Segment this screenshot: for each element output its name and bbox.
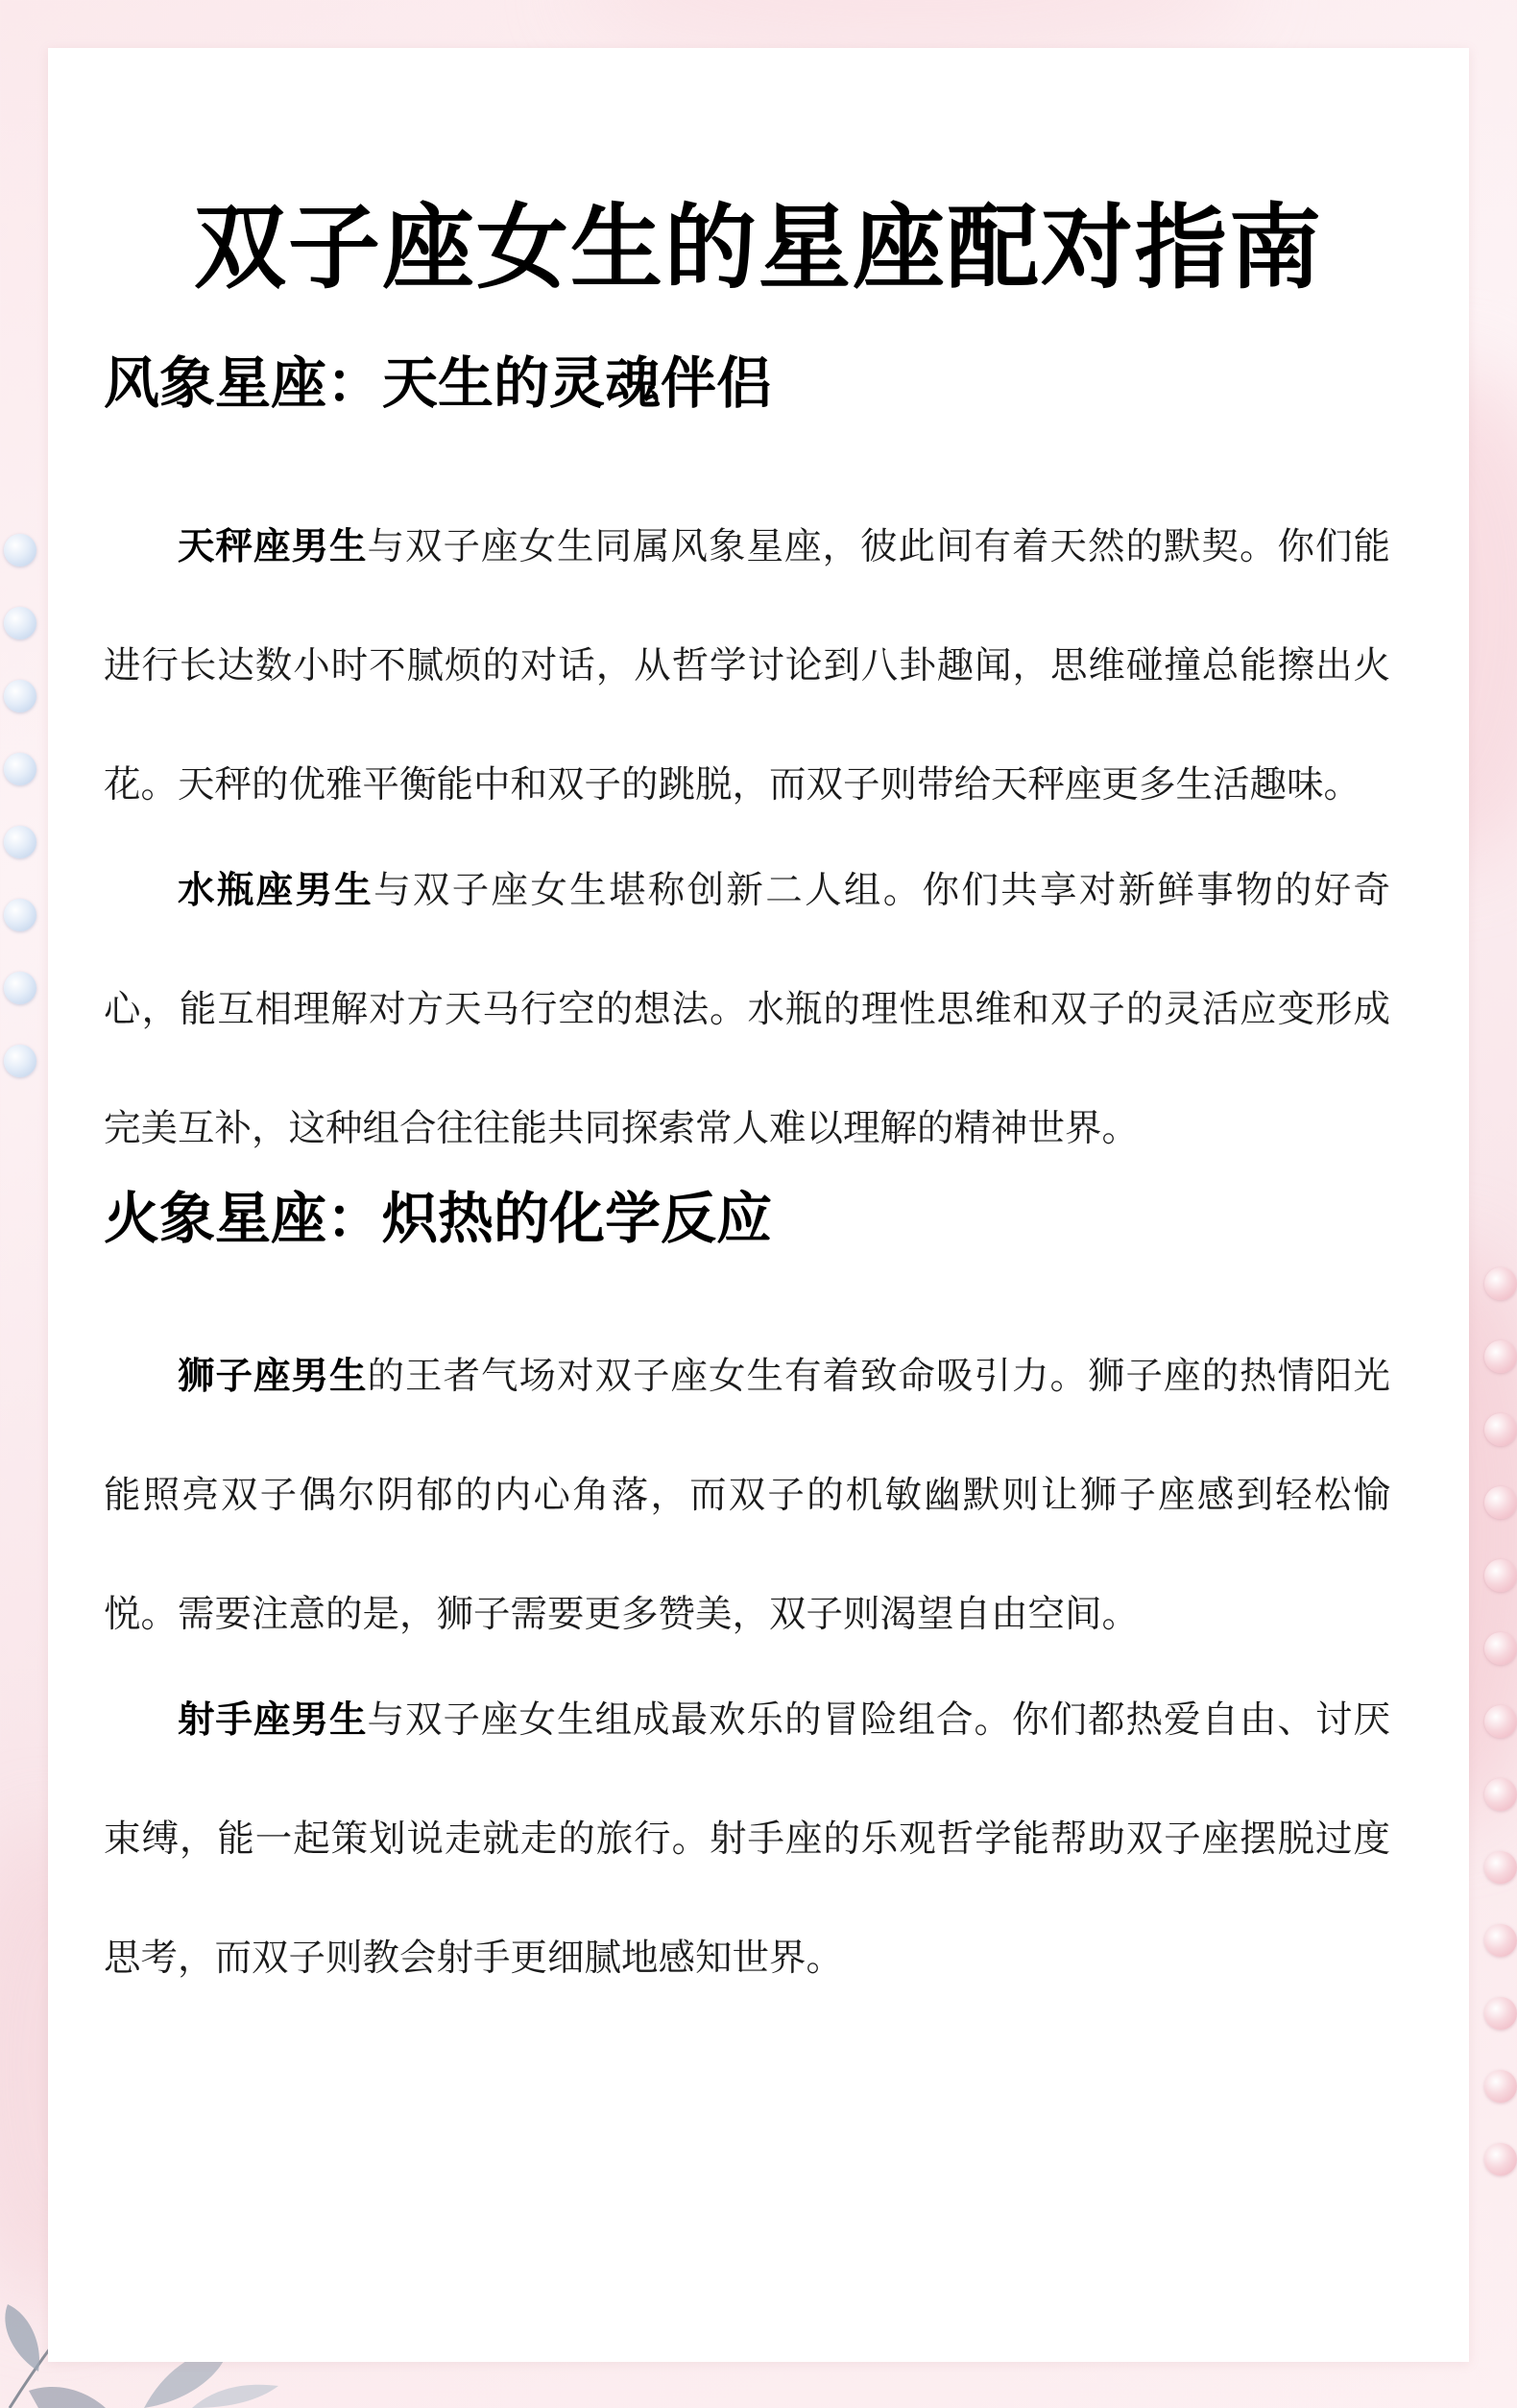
lead-leo: 狮子座男生 bbox=[178, 1355, 368, 1398]
pearl-dot-icon bbox=[4, 1045, 36, 1077]
pink-pearl-dot-icon bbox=[1484, 1778, 1517, 1811]
content-card bbox=[48, 48, 1469, 2362]
text-libra: 与双子座女生同属风象星座，彼此间有着天然的默契。你们能进行长达数小时不腻烦的对话，从哲学讨论到八卦趣闻，思维碰撞总能擦出火花。天秤的优雅平衡能中和双子的跳脱，而双子则带给天秤座更多生活趣味。 bbox=[104, 525, 1390, 807]
text-leo: 的王者气场对双子座女生有着致命吸引力。狮子座的热情阳光能照亮双子偶尔阴郁的内心角落，而双子的机敏幽默则让狮子座感到轻松愉悦。需要注意的是，狮子需要更多赞美，双子则渴望自由空间。 bbox=[104, 1355, 1390, 1636]
pink-pearl-dot-icon bbox=[1484, 1632, 1517, 1665]
paragraph-leo bbox=[104, 1317, 1390, 1674]
pearl-dot-icon bbox=[4, 680, 36, 712]
pink-pearl-dot-icon bbox=[1484, 1559, 1517, 1592]
pink-pearl-dot-icon bbox=[1484, 2070, 1517, 2103]
pink-pearl-dot-icon bbox=[1484, 1413, 1517, 1446]
left-pearl-dots bbox=[4, 534, 36, 1118]
section-heading-fire-signs: 火象星座：炽热的化学反应 bbox=[104, 1186, 773, 1251]
pink-pearl-dot-icon bbox=[1484, 1851, 1517, 1884]
section-heading-air-signs: 风象星座：天生的灵魂伴侣 bbox=[104, 350, 773, 416]
pearl-dot-icon bbox=[4, 899, 36, 931]
lead-libra: 天秤座男生 bbox=[178, 525, 368, 568]
text-aquarius: 与双子座女生堪称创新二人组。你们共享对新鲜事物的好奇心，能互相理解对方天马行空的想法。水瓶的理性思维和双子的灵活应变形成完美互补，这种组合往往能共同探索常人难以理解的精神世界。 bbox=[104, 869, 1390, 1150]
pearl-dot-icon bbox=[4, 753, 36, 785]
pearl-dot-icon bbox=[4, 607, 36, 639]
pink-pearl-dot-icon bbox=[1484, 1267, 1517, 1300]
pink-pearl-dot-icon bbox=[1484, 1705, 1517, 1738]
pink-pearl-dot-icon bbox=[1484, 1924, 1517, 1957]
pearl-dot-icon bbox=[4, 972, 36, 1004]
pearl-dot-icon bbox=[4, 534, 36, 566]
right-pearl-dots bbox=[1484, 1267, 1517, 2216]
pearl-dot-icon bbox=[4, 826, 36, 858]
paragraph-libra bbox=[104, 488, 1390, 845]
lead-aquarius: 水瓶座男生 bbox=[178, 869, 374, 912]
text-sagittarius: 与双子座女生组成最欢乐的冒险组合。你们都热爱自由、讨厌束缚，能一起策划说走就走的旅行。射手座的乐观哲学能帮助双子座摆脱过度思考，而双子则教会射手更细腻地感知世界。 bbox=[104, 1698, 1390, 1980]
pink-pearl-dot-icon bbox=[1484, 1486, 1517, 1519]
pink-pearl-dot-icon bbox=[1484, 2143, 1517, 2176]
paragraph-aquarius bbox=[104, 831, 1390, 1189]
pink-pearl-dot-icon bbox=[1484, 1340, 1517, 1373]
lead-sagittarius: 射手座男生 bbox=[178, 1698, 368, 1742]
paragraph-sagittarius bbox=[104, 1661, 1390, 2018]
pink-pearl-dot-icon bbox=[1484, 1997, 1517, 2030]
page-title: 双子座女生的星座配对指南 bbox=[194, 194, 1323, 301]
